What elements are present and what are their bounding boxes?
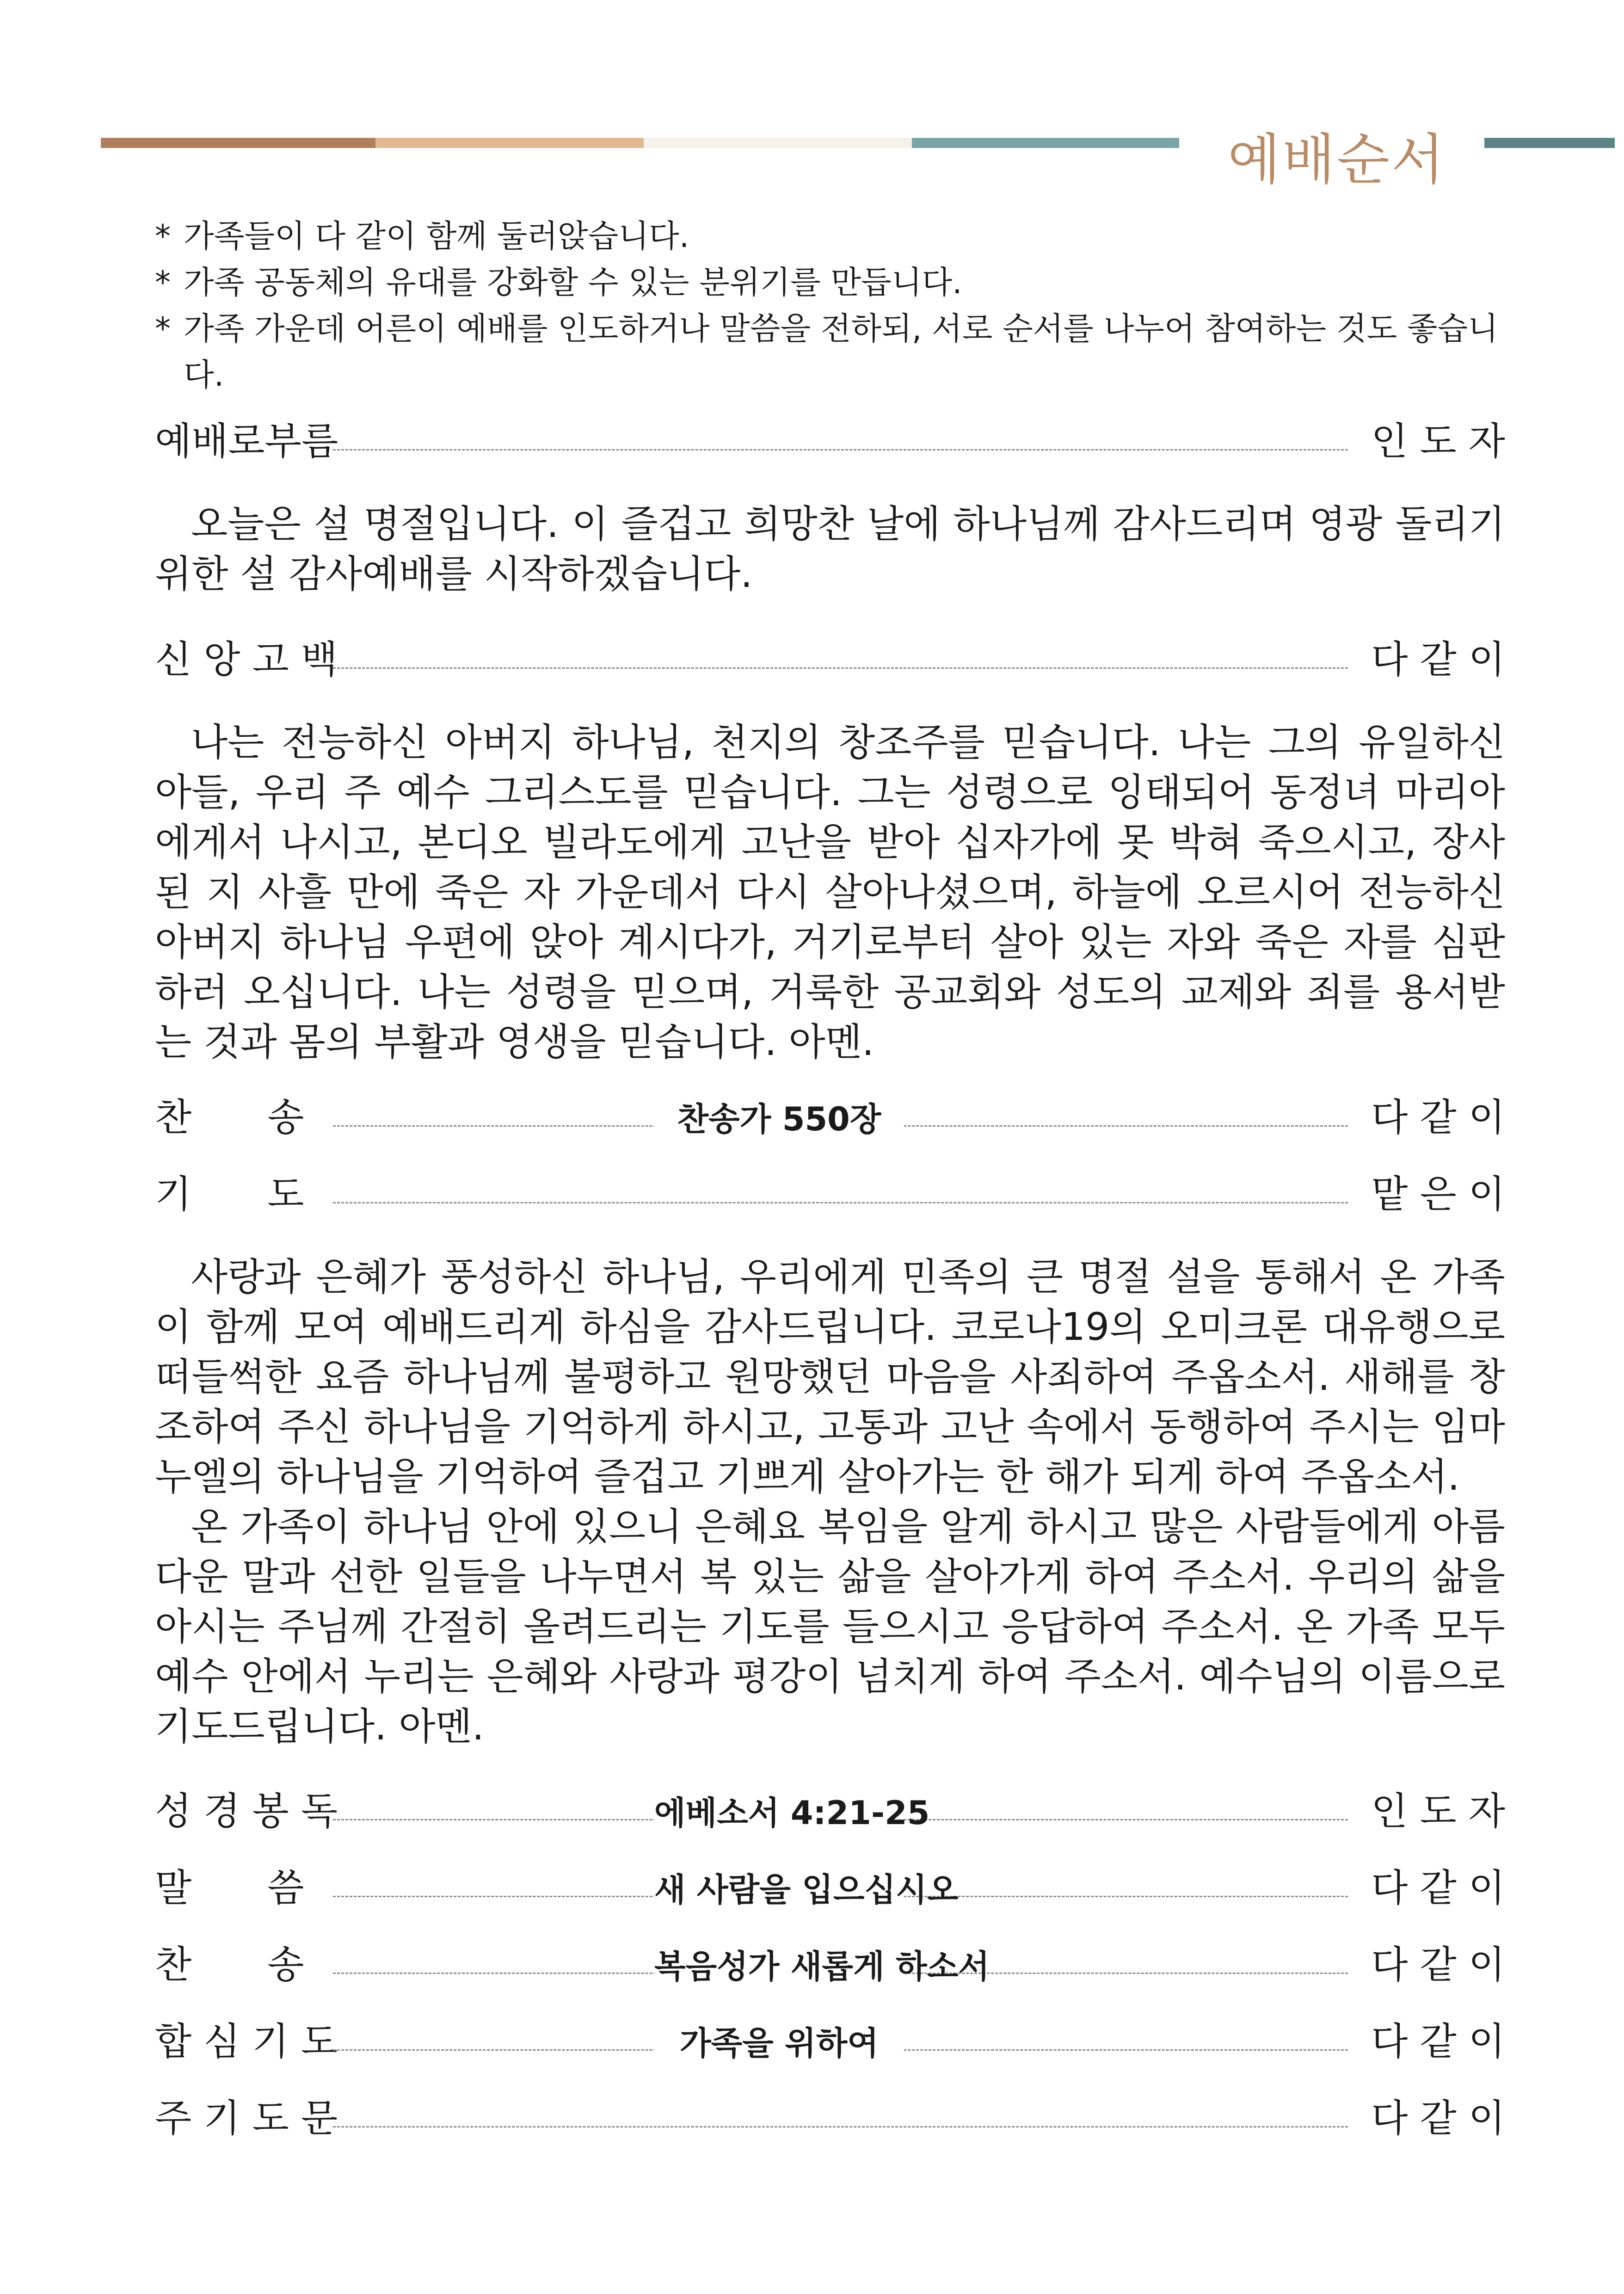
order-row-sermon: [155, 1863, 1505, 1914]
asterisk-icon: *: [155, 311, 171, 347]
order-row-lords-prayer: [155, 2093, 1505, 2144]
order-row-prayer: [155, 1169, 1505, 1220]
order-label: 말 씀: [155, 1866, 304, 1910]
order-leader: 맡 은 이: [1371, 1172, 1505, 1216]
order-leader: 다 같 이: [1371, 1096, 1505, 1140]
paragraph: 나는 전능하신 아버지 하나님, 천지의 창조주를 믿습니다. 나는 그의 유일하신 아들, 우리 주 예수 그리스도를 믿습니다. 그는 성령으로 잉태되어 동정녀 마리아에게서 나시고, 본디오 빌라도에게 고난을 받아 십자가에 못 박혀 죽으시고, 장사 된 지 사흘 만에 죽은 자 가운데서 다시 살아나셨으며, 하늘에 오르시어 전능하신 아버지 하나님 우편에 앉아 계시다가, 거기로부터 살아 있는 자와 죽은 자를 심판하러 오십니다. 나는 성령을 믿으며, 거룩한 공교회와 성도의 교제와 죄를 용서받는 것과 몸의 부활과 영생을 믿습니다. 아멘.: [155, 721, 1505, 1064]
note-item: [155, 214, 1505, 260]
prayer-text: [155, 1252, 1505, 1752]
creed-text: [155, 718, 1505, 1067]
asterisk-icon: *: [155, 218, 171, 255]
order-leader: 인 도 자: [1371, 1789, 1505, 1833]
order-leader: 다 같 이: [1371, 1866, 1505, 1910]
call-to-worship-text: [155, 500, 1505, 599]
order-row-scripture: [155, 1786, 1505, 1837]
order-row-unison-prayer: [155, 2016, 1505, 2067]
dotted-leader: [333, 449, 1348, 450]
order-detail: 가족을 위하여: [654, 2020, 904, 2066]
note-text: 가족 가운데 어른이 예배를 인도하거나 말씀을 전하되, 서로 순서를 나누어 참여하는 것도 좋습니다.: [184, 311, 1498, 394]
order-label: 신 앙 고 백: [155, 638, 338, 682]
order-row-call-to-worship: [155, 416, 1505, 467]
paragraph: 온 가족이 하나님 안에 있으니 은혜요 복임을 알게 하시고 많은 사람들에게 아름다운 말과 선한 일들을 나누면서 복 있는 삶을 살아가게 하여 주소서. 우리의 삶을 아시는 주님께 간절히 올려드리는 기도를 들으시고 응답하여 주소서. 온 가족 모두 예수 안에서 누리는 은혜와 사랑과 평강이 넘치게 하여 주소서. 예수님의 이름으로 기도드립니다. 아멘.: [155, 1505, 1505, 1749]
dotted-leader: [333, 2126, 1348, 2128]
paragraph: 오늘은 설 명절입니다. 이 즐겁고 희망찬 날에 하나님께 감사드리며 영광 돌리기 위한 설 감사예배를 시작하겠습니다.: [155, 502, 1505, 596]
decorative-bar-segment: [912, 138, 1179, 148]
asterisk-icon: *: [155, 265, 171, 301]
order-label: 찬 송: [155, 1096, 304, 1140]
order-label: 합 심 기 도: [155, 2020, 338, 2064]
order-leader: 다 같 이: [1371, 2097, 1505, 2140]
note-text: 가족 공동체의 유대를 강화할 수 있는 분위기를 만듭니다.: [184, 265, 962, 301]
note-item: [155, 306, 1505, 399]
order-leader: 다 같 이: [1371, 2020, 1505, 2064]
order-leader: 인 도 자: [1371, 419, 1505, 463]
order-detail: 에베소서 4:21-25: [654, 1790, 904, 1836]
order-label: 찬 송: [155, 1943, 304, 1987]
decorative-bar-segment: [1484, 138, 1615, 148]
order-detail: 새 사람을 입으십시오: [654, 1867, 904, 1913]
order-detail: 찬송가 550장: [654, 1096, 904, 1142]
order-row-hymn-2: [155, 1940, 1505, 1991]
order-detail: 복음성가 새롭게 하소서: [654, 1943, 904, 1990]
decorative-bar-segment: [644, 138, 912, 148]
order-label: 주 기 도 문: [155, 2097, 338, 2140]
dotted-leader: [333, 667, 1348, 669]
note-item: [155, 260, 1505, 306]
decorative-bar-segment: [375, 138, 644, 148]
order-row-creed: [155, 635, 1505, 685]
page-title: 예배순서: [1228, 128, 1446, 191]
order-label: 예배로부름: [155, 419, 338, 463]
order-leader: 다 같 이: [1371, 1943, 1505, 1987]
order-leader: 다 같 이: [1371, 638, 1505, 682]
decorative-bar-segment: [101, 138, 375, 148]
dotted-leader: [333, 1202, 1348, 1203]
paragraph: 사랑과 은혜가 풍성하신 하나님, 우리에게 민족의 큰 명절 설을 통해서 온 가족이 함께 모여 예배드리게 하심을 감사드립니다. 코로나19의 오미크론 대유행으로 떠들썩한 요즘 하나님께 불평하고 원망했던 마음을 사죄하여 주옵소서. 새해를 창조하여 주신 하나님을 기억하게 하시고, 고통과 고난 속에서 동행하여 주시는 임마누엘의 하나님을 기억하여 즐겁고 기쁘게 살아가는 한 해가 되게 하여 주옵소서.: [155, 1255, 1505, 1499]
note-text: 가족들이 다 같이 함께 둘러앉습니다.: [184, 218, 689, 255]
order-row-hymn: [155, 1092, 1505, 1143]
order-label: 기 도: [155, 1172, 304, 1216]
order-label: 성 경 봉 독: [155, 1789, 338, 1833]
worship-notes: [155, 214, 1505, 399]
